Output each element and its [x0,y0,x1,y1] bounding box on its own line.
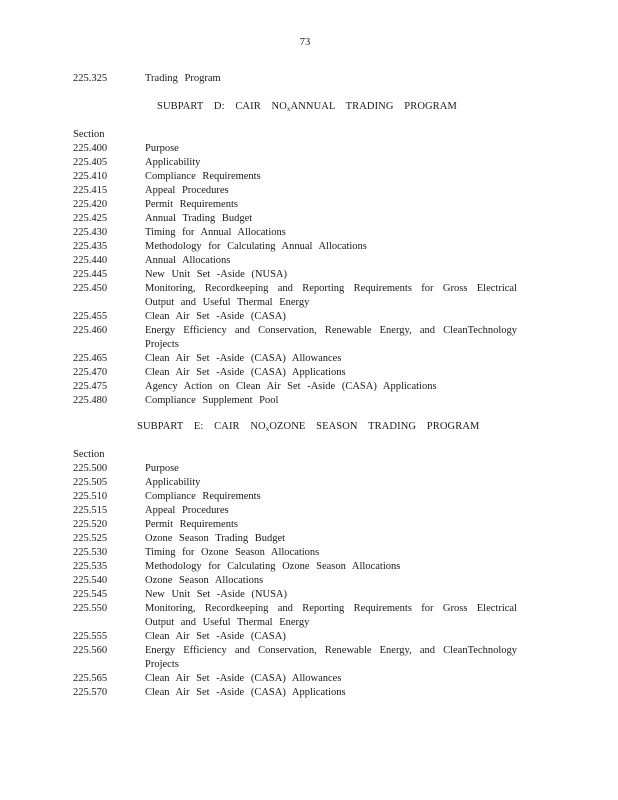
section-number: 225.415 [73,185,108,196]
toc-entry [0,532,618,546]
toc-entry [0,672,618,686]
section-title: Permit Requirements [145,199,238,210]
section-number: 225.545 [73,589,108,600]
section-title: Appeal Procedures [145,505,229,516]
section-title: New Unit Set -Aside (NUSA) [145,269,287,280]
section-number: 225.530 [73,547,108,558]
section-title: Ozone Season Trading Budget [145,533,286,544]
toc-entry [0,226,618,240]
section-number: 225.425 [73,213,108,224]
section-number: 225.540 [73,575,108,586]
section-number: 225.560 [73,645,108,656]
toc-entry [0,310,618,324]
subpart-e-heading-suffix: OZONE SEASON TRADING PROGRAM [269,421,480,432]
section-title: Timing for Ozone Season Allocations [145,547,320,558]
toc-entry [0,630,618,644]
toc-entry [0,156,618,170]
subpart-e-heading-subscript: x [265,425,270,433]
section-number: 225.445 [73,269,108,280]
toc-entry [0,490,618,504]
section-number: 225.325 [73,73,108,84]
section-title: Agency Action on Clean Air Set -Aside (CASA) Applications [145,381,437,392]
subpart-d-heading [157,100,457,114]
section-number: 225.450 [73,283,108,294]
subpart-d-heading-subscript: x [286,105,291,113]
toc-entry [0,546,618,560]
section-title: Annual Allocations [145,255,231,266]
section-label: Section [73,129,105,140]
section-number: 225.520 [73,519,108,530]
section-label: Section [73,449,105,460]
toc-entry [0,686,618,700]
section-title: Clean Air Set -Aside (CASA) Applications [145,367,346,378]
section-title: Energy Efficiency and Conservation, Renewable Energy, and CleanTechnology Projects [145,325,517,350]
section-title: Methodology for Calculating Ozone Season Allocations [145,561,401,572]
section-title: Clean Air Set -Aside (CASA) [145,631,286,642]
toc-entry [0,184,618,198]
section-number: 225.480 [73,395,108,406]
section-number: 225.400 [73,143,108,154]
subpart-d-heading-suffix: ANNUAL TRADING PROGRAM [290,101,457,112]
section-title: Applicability [145,157,201,168]
section-title: Clean Air Set -Aside (CASA) Allowances [145,673,342,684]
toc-entry [0,198,618,212]
section-title: Clean Air Set -Aside (CASA) Applications [145,687,346,698]
section-number: 225.570 [73,687,108,698]
toc-entry [0,254,618,268]
toc-entry [0,268,618,282]
section-title: Clean Air Set -Aside (CASA) [145,311,286,322]
section-number: 225.465 [73,353,108,364]
section-title: Methodology for Calculating Annual Allocations [145,241,367,252]
toc-entry [0,518,618,532]
section-number: 225.410 [73,171,108,182]
toc-entry [0,240,618,254]
toc-entry [0,380,618,394]
subpart-e-heading-prefix: SUBPART E: CAIR NO [137,421,266,432]
section-title: Annual Trading Budget [145,213,253,224]
toc-entry [0,324,618,352]
toc-entry [0,644,618,672]
section-title: Clean Air Set -Aside (CASA) Allowances [145,353,342,364]
section-title: Monitoring, Recordkeeping and Reporting Requirements for Gross Electrical Output and Useful Thermal Energy [145,283,517,308]
toc-entry [0,212,618,226]
section-number: 225.505 [73,477,108,488]
toc-entry [0,170,618,184]
section-title: Monitoring, Recordkeeping and Reporting Requirements for Gross Electrical Output and Useful Thermal Energy [145,603,517,628]
section-number: 225.535 [73,561,108,572]
toc-entry [0,72,618,86]
toc-entry [0,366,618,380]
section-title: New Unit Set -Aside (NUSA) [145,589,287,600]
toc-entry [0,462,618,476]
subpart-e-heading [137,420,479,434]
section-title: Timing for Annual Allocations [145,227,286,238]
section-number: 225.470 [73,367,108,378]
section-title: Compliance Supplement Pool [145,395,279,406]
section-title: Appeal Procedures [145,185,229,196]
section-title: Compliance Requirements [145,491,261,502]
section-number: 225.405 [73,157,108,168]
section-number: 225.460 [73,325,108,336]
section-number: 225.440 [73,255,108,266]
section-number: 225.475 [73,381,108,392]
section-number: 225.525 [73,533,108,544]
section-number: 225.565 [73,673,108,684]
section-title: Ozone Season Allocations [145,575,264,586]
section-title: Applicability [145,477,201,488]
section-number: 225.455 [73,311,108,322]
toc-entry [0,560,618,574]
section-number: 225.510 [73,491,108,502]
section-title: Purpose [145,463,179,474]
section-number: 225.420 [73,199,108,210]
section-title: Trading Program [145,73,221,84]
section-label-row [0,128,618,142]
toc-entry [0,574,618,588]
toc-entry [0,476,618,490]
section-title: Compliance Requirements [145,171,261,182]
section-number: 225.500 [73,463,108,474]
section-title: Energy Efficiency and Conservation, Renewable Energy, and CleanTechnology Projects [145,645,517,670]
section-title: Purpose [145,143,179,154]
subpart-d-heading-prefix: SUBPART D: CAIR NO [157,101,287,112]
section-title: Permit Requirements [145,519,238,530]
section-number: 225.555 [73,631,108,642]
section-number: 225.430 [73,227,108,238]
section-number: 225.435 [73,241,108,252]
toc-entry [0,504,618,518]
toc-entry [0,142,618,156]
section-number: 225.550 [73,603,108,614]
toc-entry [0,352,618,366]
toc-entry [0,602,618,630]
toc-entry [0,394,618,408]
toc-entry [0,282,618,310]
section-label-row [0,448,618,462]
toc-entry [0,588,618,602]
section-number: 225.515 [73,505,108,516]
page-number: 73 [299,37,311,48]
